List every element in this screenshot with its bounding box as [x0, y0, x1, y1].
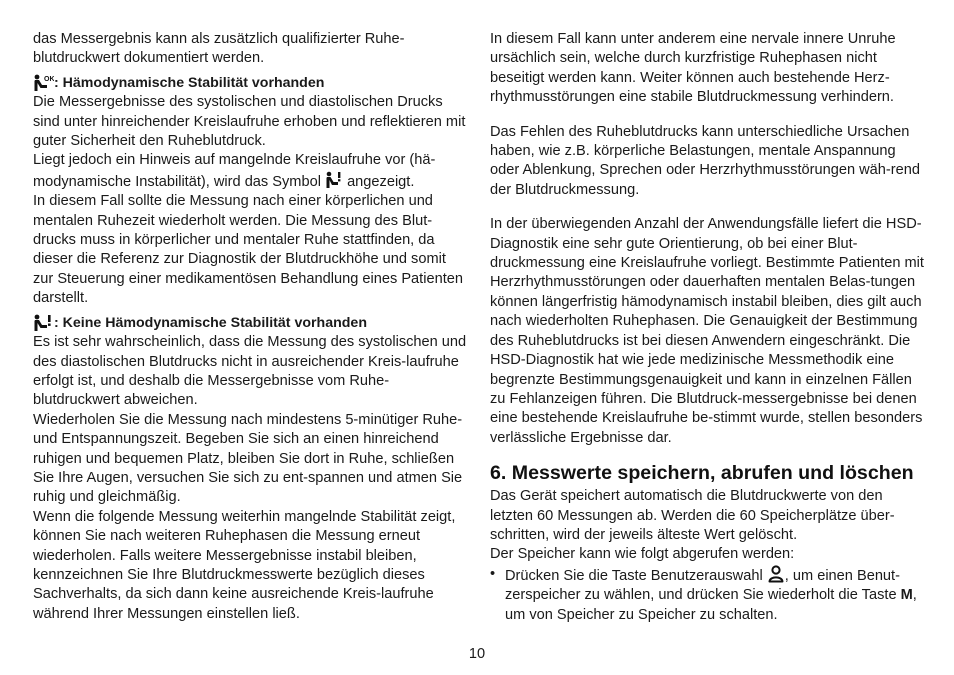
intro-text: das Messergebnis kann als zusätzlich qualifizierter Ruhe- blutdruckwert dokumentiert werden.	[33, 31, 405, 67]
person-warning-icon	[33, 314, 54, 333]
bullet-dot: •	[490, 565, 496, 582]
unstable-text-1: Es ist sehr wahrscheinlich, dass die Messung des systolischen und des diastolischen Blutdrucks nicht in ausreichender Kreis-laufruhe erfolgt ist, und deshalb die Messergebnisse vom Ruhe-blutdruckwert abweichen.	[33, 334, 467, 409]
memory-recall-intro: Der Speicher kann wie folgt abgerufen werden:	[490, 546, 795, 563]
stable-subheading	[33, 74, 467, 93]
list-item-text-start: Drücken Sie die Taste Benutzerauswahl	[505, 567, 763, 584]
list-item-text-mid: , um einen Benut-zerspeicher zu wählen, und drücken Sie wiederholt die Taste	[505, 567, 900, 604]
list-item-text	[505, 565, 924, 625]
stable-text-2-end: angezeigt.	[347, 173, 415, 190]
unstable-subheading	[33, 314, 467, 333]
memory-text: Das Gerät speichert automatisch die Blutdruckwerte von den letzten 60 Messungen ab. Werden die 60 Speicherplätze über-schritten, wird der jeweils älteste Wert gelöscht.	[490, 488, 895, 543]
stable-text-3: In diesem Fall sollte die Messung nach einer körperlichen und mentalen Ruhezeit wiederholt werden. Die Messung des Blut-drucks muss in körperlicher und mentaler Ruhe stattfinden, da dieser die Referenz zur Diagnostik der Blutdruckhöhe und somit zur Steuerung einer medikamentösen Behandlung eines Patienten darstellt.	[33, 193, 463, 307]
absence-text: Das Fehlen des Ruheblutdrucks kann unterschiedliche Ursachen haben, wie z.B. körperliche Belastungen, mentale Anspannung oder Ablenkung, Sprechen oder Herzrhythmusstörungen wäh-rend der Blutdruckmessung.	[490, 123, 920, 198]
unstable-text-2: Wiederholen Sie die Messung nach mindestens 5-minütiger Ruhe- und Entspannungszeit. Begeben Sie sich an einen hinreichend ruhigen und bequemen Platz, bleiben Sie dort in Ruhe, schließen Sie Ihre Augen, versuchen Sie sich zu ent-spannen und atmen Sie ruhig und gleichmäßig.	[33, 411, 463, 506]
stable-heading-text: : Hämodynamische Stabilität vorhanden	[54, 74, 325, 91]
m-key-label: M	[900, 587, 913, 604]
unstable-heading-text: : Keine Hämodynamische Stabilität vorhanden	[54, 314, 367, 331]
list-item	[490, 565, 924, 625]
person-ok-icon	[33, 74, 54, 93]
section-heading: 6. Messwerte speichern, abrufen und löschen	[490, 462, 914, 485]
right-column	[490, 30, 924, 625]
list-item-text-end: , um von Speicher zu Speicher zu schalten.	[505, 587, 917, 623]
hsd-text: In der überwiegenden Anzahl der Anwendungsfälle liefert die HSD-Diagnostik eine sehr gute Orientierung, ob bei einer Blut-druckmessung eine Kreislaufruhe vorliegt. Bestimmte Patienten mit Herzrhythmusstörungen oder dauerhaften mentalen Belas-tungen können längerfristig hämodynamisch instabil bleiben, dies gilt auch nach wiederholten Ruhephasen. Die Genauigkeit der Bestimmung des Ruheblutdrucks ist bei diesen Anwendern eingeschränkt. Die HSD-Diagnostik hat wie jede medizinische Messmethodik eine begrenzte Bestimmungsgenauigkeit und kann in einzelnen Fällen zu Fehlanzeigen führen. Die Blutdruck-messergebnisse bei denen eine bestehende Kreislaufruhe be-stimmt wurde, stellen besonders verlässliche Ergebnisse dar.	[490, 216, 924, 446]
stable-text-2	[33, 151, 467, 192]
svg-text:OK: OK	[44, 76, 54, 84]
cause-text: In diesem Fall kann unter anderem eine nervale innere Unruhe ursächlich sein, welche durch kurzfristige Ruhephasen nicht beseitigt werden kann. Weiter können auch bestehende Herz-rhythmusstörungen eine stabile Blutdruckmessung verhindern.	[490, 31, 896, 106]
person-warning-icon	[325, 171, 343, 189]
page-number: 10	[468, 646, 486, 662]
stable-text-1: Die Messergebnisse des systolischen und diastolischen Drucks sind unter hinreichender Kreislaufruhe erhoben und reflektieren mit guter Sicherheit den Ruheblutdruck.	[33, 94, 466, 150]
stable-text-2-start: Liegt jedoch ein Hinweis auf mangelnde Kreislaufruhe vor (hä-modynamische Instabilität), wird das Symbol	[33, 152, 436, 190]
left-column	[33, 30, 467, 624]
user-icon	[767, 565, 785, 583]
unstable-text-3: Wenn die folgende Messung weiterhin mangelnde Stabilität zeigt, können Sie nach weiteren Ruhephasen die Messung erneut wiederholen. Falls weitere Messergebnisse instabil bleiben, kennzeichnen Sie Ihre Blutdruckmesswerte bezüglich dieses Sachverhalts, da sich dann keine ausreichende Kreis-laufruhe während Ihrer Messungen einstellen ließ.	[33, 508, 456, 622]
